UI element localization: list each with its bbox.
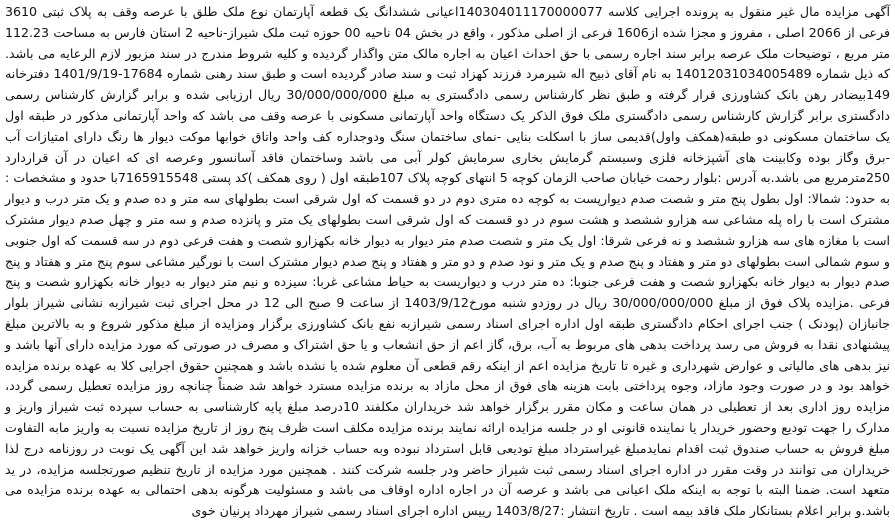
auction-notice — [5, 2, 891, 519]
notice-body-text: آگهی مزایده مال غیر منقول به پرونده اجرایی کلاسه 140304011170000077اعیانی ششدانگ یک قطعه آپارتمان نوع ملک طلق با عرصه وقف به پلاک ثبتی 3610 فرعی از 2066 اصلی ، مفروز و مجزا شده از1606 فرعی از اصلی مذکور ، واقع در بخش 04 ناحیه 00 حوزه ثبت ملک شیراز-ناحیه 2 استان فارس به مساحت 112.23 متر مربع ، توضیحات ملک عرصه برابر سند اجاره رسمی با حق احداث اعیان به اجاره مالک متن واگذار گردیده و کلیه شروط مندرج در سند مزبور لازم الرعایه می باشد. که ذیل شماره 14012031034005489 به نام آقای ذبیح اله شیرمرد فرزند کهزاد ثبت و سند صادر گردیده است و طبق سند رهنی شماره 17684-1401/9/19 دفترخانه 149بیضادر رهن بانک کشاورزی قرار گرفته و طبق نظر کارشناس رسمی دادگستری به مبلغ 30/000/000/000 ریال ارزیابی شده و برابر گزارش کارشناس رسمی دادگستری برابر گزارش کارشناس رسمی دادگستری ملک فوق الذکر یک دستگاه واحد آپارتمانی مسکونی با عرصه وقف می باشد که واحد آپارتمانی مذکور در طبقه اول یک ساختمان مسکونی دو طبقه(همکف واول)قدیمی ساز با اسکلت بنایی -نمای ساختمان سنگ ودوجداره کف واحد واتاق خوابها موکت دیوار ها رنگ دارای امتیازات آب -برق وگاز بوده وکابینت های آشپزخانه فلزی وسیستم گرمایش بخاری سرمایش کولر آبی می باشد وساختمان فاقد آسانسور وعرصه ای که اعیان در آن قراردارد 250مترمربع می باشد.به آدرس :بلوار رحمت خیابان صاحب الزمان کوچه 5 انتهای کوچه پلاک 107طبقه اول ( روی همکف )کد پستی 7165915548با حدود و مشخصات : به حدود: شمالا: اول بطول پنج متر و شصت صدم دیوارپست به کوچه ده متری دوم در دو قسمت که اول شرقی است بطولهای سه متر و ده صدم و یک متر درب و دیوار مشترک است با راه پله مشاعی سه هزارو ششصد و هشت سوم در دو قسمت که اول شرقی است بطولهای یک متر و پانزده صدم و سه متر و چهل صدم دیوار مشترک است با مغازه های سه هزارو ششصد و نه فرعی شرقا: اول یک متر و شصت صدم متر دیوار به دیوار خانه بکهزارو شصت و هفت فرعی دوم در سه قسمت که اول جنوبی و سوم شمالی است بطولهای دو متر و هفتاد و پنج صدم و یک متر و نود صدم و دو متر و هفتاد و پنج صدم دیوار مشترک است با نورگیر مشاعی سوم پنج متر و هفتاد و پنج صدم دیوار به دیوار خانه بکهزارو شصت و هفت فرعی جنوبا: ده متر درب و دیواریست به حیاط مشاعی غربا: سیزده و نیم متر دیوار به دیوار خانه بکهزارو شصت و پنج فرعی .مزایده پلاک فوق از مبلغ 30/000/000/000 ریال در روزدو شنبه مورخ1403/9/12 از ساعت 9 صبح الی 12 در محل اجرای ثبت شیرازبه نشانی شیراز بلوار جانبازان (پودنک ) جنب اجرای احکام دادگستری طبقه اول اداره اجرای اسناد رسمی شیرازبه نفع بانک کشاورزی برگزار ومزایده از مبلغ مذکور شروع و به بالاترین مبلغ پیشنهادی نقدا به فروش می رسد پرداخت بدهی های مربوط به آب، برق، گاز اعم از حق انشعاب و یا حق اشتراک و مصرف در صورتی که مورد مزایده دارای آنها باشد و نیز بدهی های مالیاتی و عوارض شهرداری و غیره تا تاریخ مزایده اعم از اینکه رقم قطعی آن معلوم شده یا نشده باشد و همچنین حقوق اجرایی کلا به عهده برنده مزایده خواهد بود و در صورت وجود مازاد، وجوه پرداختی بابت هزینه های فوق از محل مازاد به برنده مزایده مسترد خواهد شد ضمناً چنانچه روز مزایده تعطیل رسمی گردد، مزایده روز اداری بعد از تعطیلی در همان ساعت و مکان مقرر برگزار خواهد شد خریداران مکلفند 10درصد مبلغ پایه کارشناسی به حساب سپرده ثبت شیراز واریز و مدارک را جهت تودیع وحضور خریدار یا نماینده قانونی او در جلسه مزایده ارائه نمایند برنده مزایده مکلف است ظرف پنج روز از تاریخ مزایده نسبت به واریز مابه التفاوت مبلغ فروش به حساب صندوق ثبت اقدام نمایدمبلغ غیراسترداد مبلغ تودیعی قابل استرداد نبوده وبه حساب خزانه واریز خواهد شد این آگهی یک نوبت در روزنامه درج لذا خریداران می توانند در وقت مقرر در اداره اجرای اسناد رسمی ثبت شیراز حاضر ودر جلسه شرکت کنند . همچنین مورد مزایده از تاریخ تنظیم صورتجلسه مزایده، در ید متعهد است. ضمنا البته با توجه به اینکه ملک اعیانی می باشد و عرصه آن در اجاره اداره اوقاف می باشد و مسئولیت هرگونه بدهی احتمالی به عهده برنده مزایده می باشد.و برابر اعلام بستانکار ملک فاقد بیمه است . تاریخ انتشار :1403/8/27 رییس اداره اجرای اسناد رسمی شیراز مهرداد پرنیان خوی — [5, 4, 891, 519]
